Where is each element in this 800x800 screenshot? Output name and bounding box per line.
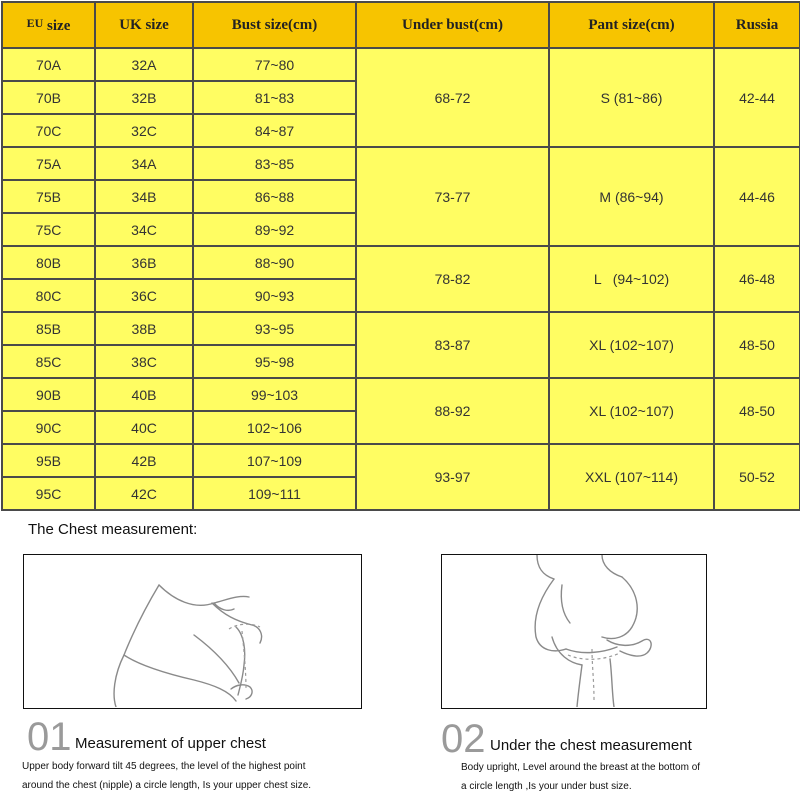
bust-size-cell: 109~111 (193, 477, 356, 510)
step-number-02: 02 (441, 717, 486, 761)
pant-size-cell: XL (102~107) (549, 312, 714, 378)
bust-size-cell: 84~87 (193, 114, 356, 147)
eu-size-cell: 75C (2, 213, 95, 246)
eu-size-cell: 85C (2, 345, 95, 378)
table-header-row (2, 2, 800, 48)
bust-size-cell: 107~109 (193, 444, 356, 477)
uk-size-cell: 32A (95, 48, 193, 81)
eu-size-cell: 80C (2, 279, 95, 312)
table-row (2, 378, 800, 411)
under-bust-cell: 83-87 (356, 312, 549, 378)
under-bust-cell: 73-77 (356, 147, 549, 246)
uk-size-cell: 34B (95, 180, 193, 213)
russia-size-cell: 46-48 (714, 246, 800, 312)
under-chest-figure-illustration (442, 555, 705, 707)
eu-size-cell: 95B (2, 444, 95, 477)
bust-size-cell: 95~98 (193, 345, 356, 378)
step-description-line: Body upright, Level around the breast at the bottom of (461, 762, 701, 773)
pant-size-cell: XXL (107~114) (549, 444, 714, 510)
uk-size-cell: 42C (95, 477, 193, 510)
pant-size-cell: XL (102~107) (549, 378, 714, 444)
russia-size-cell: 48-50 (714, 312, 800, 378)
eu-size-cell: 70B (2, 81, 95, 114)
eu-size-cell: 90B (2, 378, 95, 411)
header-under-bust: Under bust(cm) (356, 2, 549, 48)
header-pant-size: Pant size(cm) (549, 2, 714, 48)
bust-size-cell: 88~90 (193, 246, 356, 279)
bust-size-cell: 77~80 (193, 48, 356, 81)
step-description-line: a circle length ,Is your under bust size. (461, 781, 632, 792)
uk-size-cell: 36B (95, 246, 193, 279)
header-uk-size: UK size (95, 2, 193, 48)
step-description-under-chest (461, 758, 700, 796)
upper-chest-figure-illustration (24, 555, 360, 707)
bust-size-cell: 90~93 (193, 279, 356, 312)
uk-size-cell: 32C (95, 114, 193, 147)
eu-size-cell: 70A (2, 48, 95, 81)
step-number-01: 01 (27, 715, 72, 759)
eu-size-cell: 90C (2, 411, 95, 444)
eu-size-cell: 95C (2, 477, 95, 510)
uk-size-cell: 36C (95, 279, 193, 312)
table-row (2, 48, 800, 81)
bust-size-cell: 86~88 (193, 180, 356, 213)
uk-size-cell: 32B (95, 81, 193, 114)
bust-size-cell: 93~95 (193, 312, 356, 345)
under-chest-illustration-panel (441, 554, 707, 709)
pant-size-cell: L (94~102) (549, 246, 714, 312)
russia-size-cell: 50-52 (714, 444, 800, 510)
uk-size-cell: 42B (95, 444, 193, 477)
uk-size-cell: 34C (95, 213, 193, 246)
uk-size-cell: 40C (95, 411, 193, 444)
russia-size-cell: 44-46 (714, 147, 800, 246)
upper-chest-illustration-panel (23, 554, 362, 709)
bust-size-cell: 83~85 (193, 147, 356, 180)
table-row (2, 444, 800, 477)
under-bust-cell: 68-72 (356, 48, 549, 147)
header-russia: Russia (714, 2, 800, 48)
table-row (2, 312, 800, 345)
step-description-upper-chest (22, 757, 311, 795)
header-eu-size: $^{EU}$ size (2, 2, 95, 48)
eu-size-cell: 85B (2, 312, 95, 345)
step-title-under-chest: Under the chest measurement (490, 737, 692, 754)
bust-size-cell: 99~103 (193, 378, 356, 411)
header-bust-size: Bust size(cm) (193, 2, 356, 48)
uk-size-cell: 34A (95, 147, 193, 180)
uk-size-cell: 40B (95, 378, 193, 411)
size-chart-table (1, 1, 800, 511)
under-bust-cell: 88-92 (356, 378, 549, 444)
bust-size-cell: 102~106 (193, 411, 356, 444)
step-description-line: around the chest (nipple) a circle length, Is your upper chest size. (22, 780, 312, 791)
eu-size-cell: 80B (2, 246, 95, 279)
russia-size-cell: 48-50 (714, 378, 800, 444)
bust-size-cell: 89~92 (193, 213, 356, 246)
under-bust-cell: 78-82 (356, 246, 549, 312)
measurement-section-title: The Chest measurement: (28, 521, 198, 538)
uk-size-cell: 38C (95, 345, 193, 378)
step-title-upper-chest: Measurement of upper chest (75, 735, 266, 752)
eu-size-cell: 75B (2, 180, 95, 213)
pant-size-cell: S (81~86) (549, 48, 714, 147)
bust-size-cell: 81~83 (193, 81, 356, 114)
step-description-line: Upper body forward tilt 45 degrees, the level of the highest point (22, 761, 306, 772)
russia-size-cell: 42-44 (714, 48, 800, 147)
eu-size-cell: 75A (2, 147, 95, 180)
pant-size-cell: M (86~94) (549, 147, 714, 246)
table-row (2, 147, 800, 180)
table-row (2, 246, 800, 279)
under-bust-cell: 93-97 (356, 444, 549, 510)
uk-size-cell: 38B (95, 312, 193, 345)
eu-size-cell: 70C (2, 114, 95, 147)
